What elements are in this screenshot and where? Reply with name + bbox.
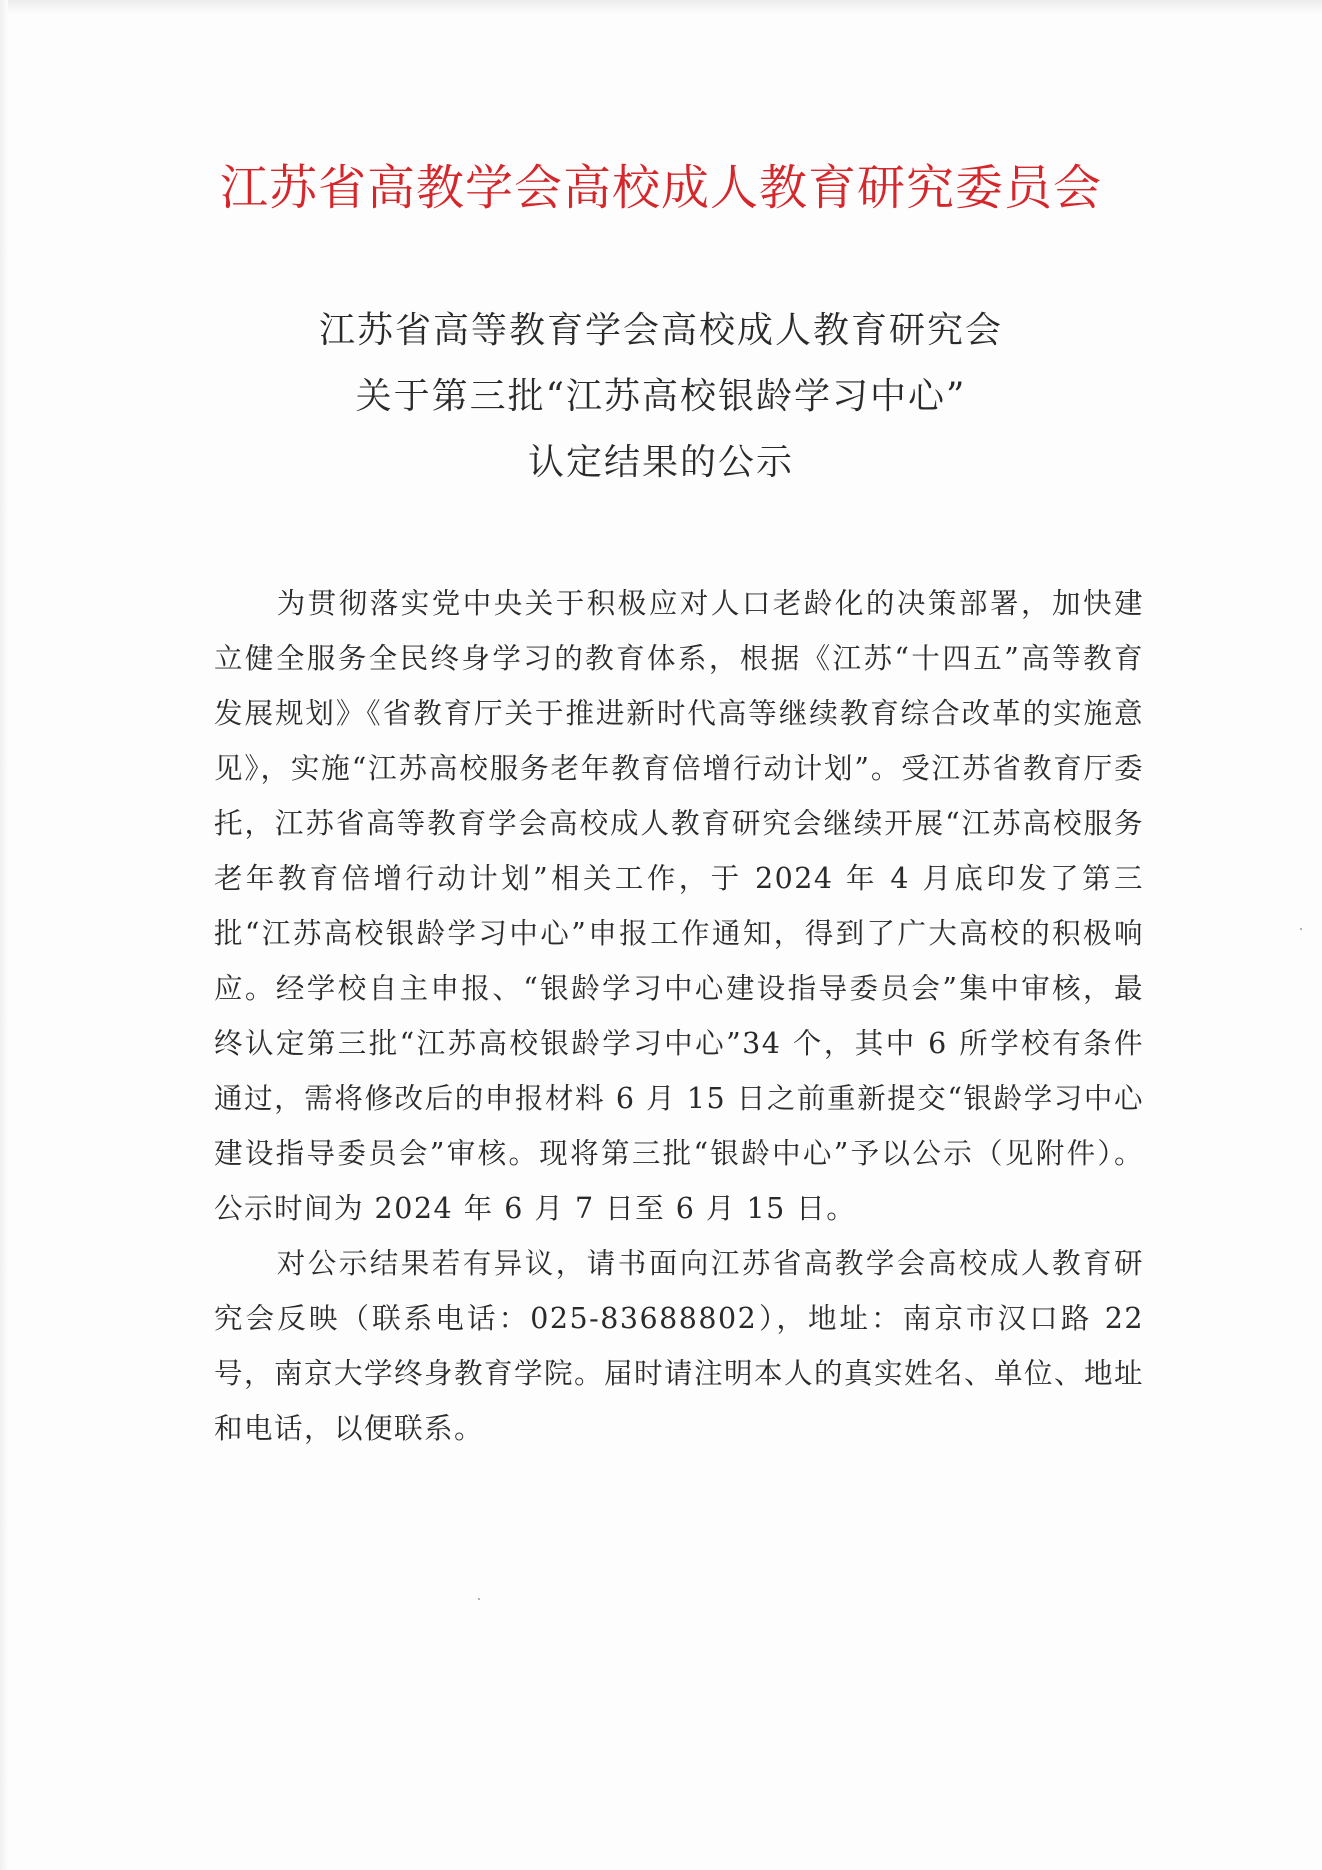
title-line: 关于第三批“江苏高校银龄学习中心”: [355, 376, 967, 417]
title-line: 江苏省高等教育学会高校成人教育研究会: [318, 310, 1003, 351]
body-paragraph-objection: 对公示结果若有异议，请书面向江苏省高教学会高校成人教育研究会反映（联系电话：025-83688802），地址：南京市汉口路 22 号，南京大学终身教育学院。届时请注明本人的真实姓名、单位、地址和电话，以便联系。: [214, 1247, 1145, 1445]
document-body: [214, 576, 1144, 1456]
scan-speck: [1300, 928, 1302, 930]
body-paragraph-announcement: 为贯彻落实党中央关于积极应对人口老龄化的决策部署，加快建立健全服务全民终身学习的教育体系，根据《江苏“十四五”高等教育发展规划》《省教育厅关于推进新时代高等继续教育综合改革的实施意见》，实施“江苏高校服务老年教育倍增行动计划”。受江苏省教育厅委托，江苏省高等教育学会高校成人教育研究会继续开展“江苏高校服务老年教育倍增行动计划”相关工作，于 2024 年 4 月底印发了第三批“江苏高校银龄学习中心”申报工作通知，得到了广大高校的积极响应。经学校自主申报、“银龄学习中心建设指导委员会”集中审核，最终认定第三批“江苏高校银龄学习中心”34 个，其中 6 所学校有条件通过，需将修改后的申报材料 6 月 15 日之前重新提交“银龄学习中心建设指导委员会”审核。现将第三批“银龄中心”予以公示（见附件）。公示时间为 2024 年 6 月 7 日至 6 月 15 日。: [214, 587, 1144, 1225]
scan-shadow-top: [0, 0, 1322, 14]
title-line: 认定结果的公示: [527, 442, 794, 483]
scan-shadow-left: [0, 0, 8, 1870]
scan-speck: [478, 1598, 480, 1600]
letterhead: 江苏省高教学会高校成人教育研究委员会: [219, 160, 1102, 216]
document-title: [0, 298, 1322, 496]
